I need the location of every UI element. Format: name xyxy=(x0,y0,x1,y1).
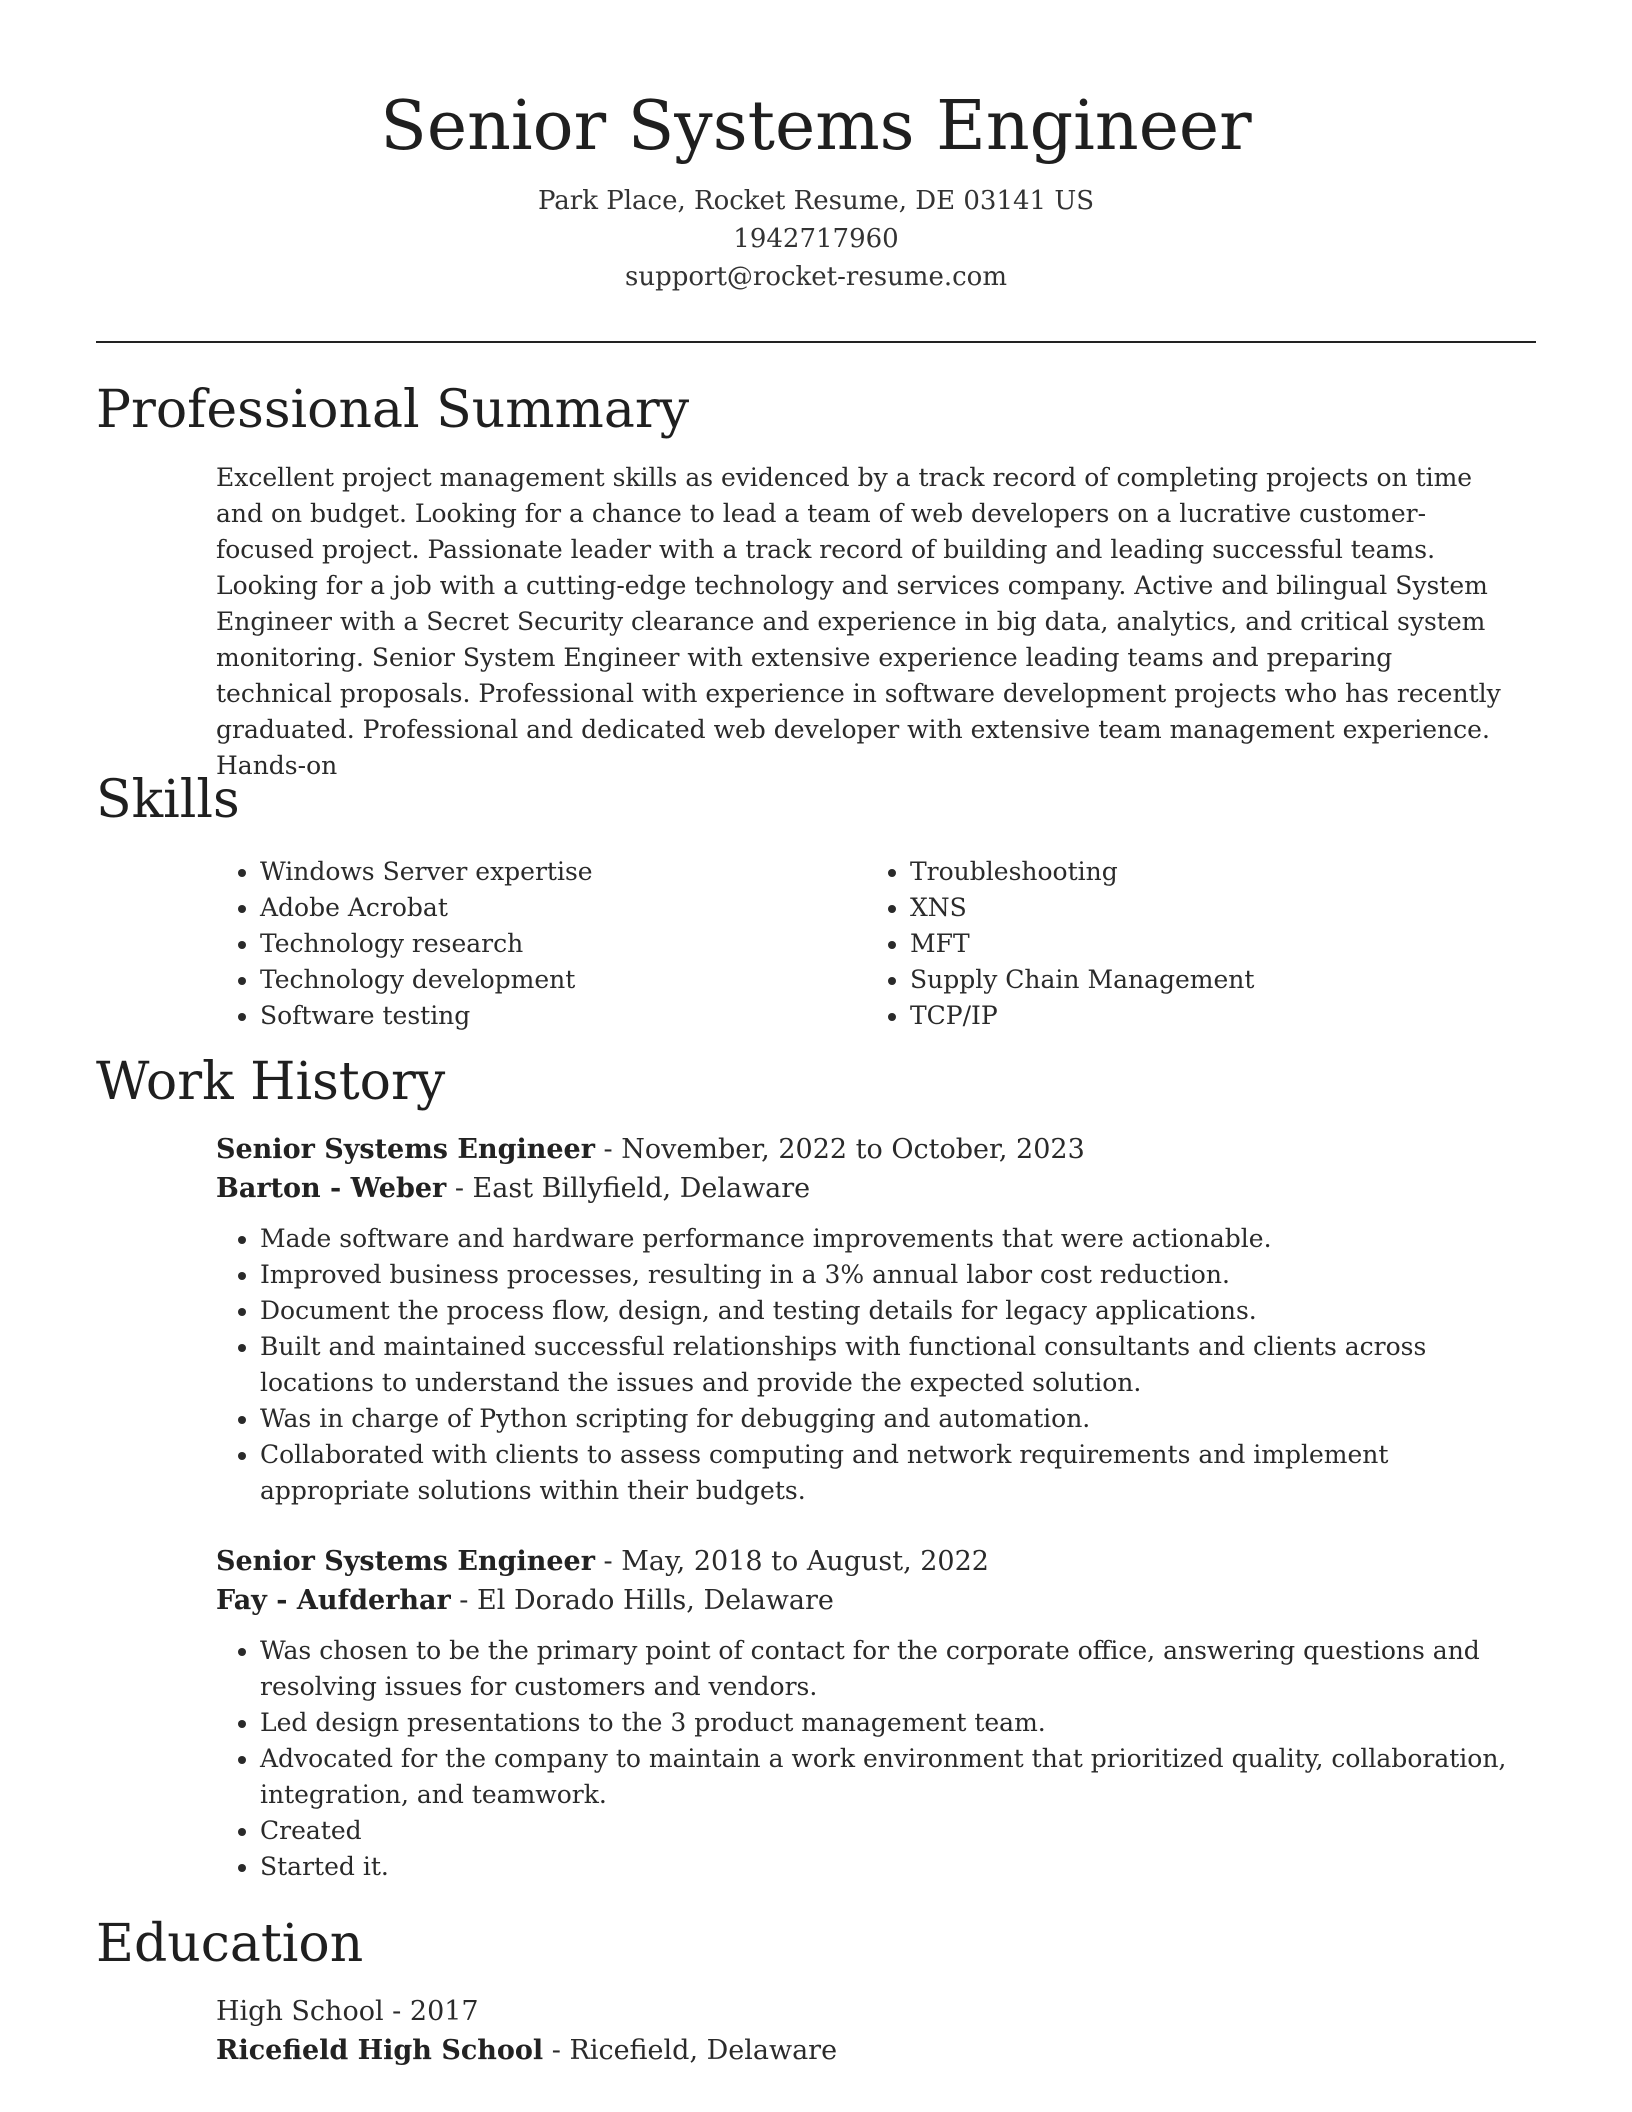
separator: - xyxy=(383,1996,410,2027)
summary-body xyxy=(216,460,1516,784)
contact-address: Park Place, Rocket Resume, DE 03141 US xyxy=(537,186,1095,216)
education-degree-line xyxy=(216,1992,1516,2031)
summary-text: Excellent project management skills as evidenced by a track record of completing projects on time and on budget. Looking for a chance to lead a team of web developers on a lucrative customer-focused project. Passionate leader with a track record of building and leading successful teams. Looking for a job with a cutting-edge technology and services company. Active and bilingual System Engineer with a Secret Security clearance and experience in big data, analytics, and critical system monitoring. Senior System Engineer with extensive experience leading teams and preparing technical proposals. Professional with experience in software development projects who has recently graduated. Professional and dedicated web developer with extensive team management experience. Hands-on xyxy=(216,463,1501,780)
job-bullet: • Was chosen to be the primary point of contact for the corporate office, answering questions and resolving issues for customers and vendors. xyxy=(260,1633,1516,1705)
separator: - xyxy=(594,1546,622,1577)
education-year: 2017 xyxy=(409,1996,479,2027)
job-entry xyxy=(216,1130,1516,1509)
skills-heading: Skills xyxy=(96,770,240,830)
job-company: Barton - Weber xyxy=(216,1173,447,1204)
skill-item: • TCP/IP xyxy=(910,998,1516,1034)
skill-item: • Supply Chain Management xyxy=(910,962,1516,998)
separator: - xyxy=(450,1585,478,1616)
job-company-line xyxy=(216,1169,1516,1208)
job-bullet: • Advocated for the company to maintain a work environment that prioritized quality, collaboration, integration, and teamwork. xyxy=(260,1741,1516,1813)
skills-list xyxy=(216,854,1516,1034)
contact-email: support@rocket-resume.com xyxy=(624,262,1007,292)
job-bullets xyxy=(216,1221,1516,1509)
skills-column-left xyxy=(216,854,866,1034)
skills-column-right xyxy=(866,854,1516,1034)
job-entry xyxy=(216,1542,1516,1885)
job-bullets xyxy=(216,1633,1516,1885)
header-divider xyxy=(96,341,1536,343)
job-bullet: • Built and maintained successful relationships with functional consultants and clients across locations to understand the issues and provide the expected solution. xyxy=(260,1329,1516,1401)
job-title: Senior Systems Engineer xyxy=(216,1134,595,1165)
separator: - xyxy=(543,2035,570,2066)
job-dates: November, 2022 to October, 2023 xyxy=(621,1134,1085,1165)
resume-header xyxy=(96,82,1536,296)
education-school: Ricefield High School xyxy=(216,2035,544,2066)
skill-item: • Software testing xyxy=(260,998,866,1034)
skill-item: • Technology research xyxy=(260,926,866,962)
job-company-line xyxy=(216,1581,1516,1620)
job-dates: May, 2018 to August, 2022 xyxy=(621,1546,989,1577)
job-bullet: • Document the process flow, design, and testing details for legacy applications. xyxy=(260,1293,1516,1329)
job-bullet: • Collaborated with clients to assess computing and network requirements and implement appropriate solutions within their budgets. xyxy=(260,1437,1516,1509)
summary-heading: Professional Summary xyxy=(96,380,690,440)
contact-block xyxy=(96,182,1536,296)
skill-item: • MFT xyxy=(910,926,1516,962)
skill-item: • Troubleshooting xyxy=(910,854,1516,890)
job-location: East Billyfield, Delaware xyxy=(472,1173,811,1204)
job-bullet: • Made software and hardware performance improvements that were actionable. xyxy=(260,1221,1516,1257)
job-title: Senior Systems Engineer xyxy=(216,1546,595,1577)
job-company: Fay - Aufderhar xyxy=(216,1585,451,1616)
education-school-line xyxy=(216,2031,1516,2070)
skill-item: • Adobe Acrobat xyxy=(260,890,866,926)
skill-item: • XNS xyxy=(910,890,1516,926)
job-bullet: • Created xyxy=(260,1813,1516,1849)
candidate-name: Senior Systems Engineer xyxy=(380,87,1252,166)
education-degree: High School xyxy=(216,1996,384,2027)
contact-phone: 1942717960 xyxy=(733,224,899,254)
education-heading: Education xyxy=(96,1914,364,1974)
education-location: Ricefield, Delaware xyxy=(569,2035,838,2066)
separator: - xyxy=(594,1134,622,1165)
job-bullet: • Started it. xyxy=(260,1849,1516,1885)
job-bullet: • Was in charge of Python scripting for debugging and automation. xyxy=(260,1401,1516,1437)
job-location: El Dorado Hills, Delaware xyxy=(477,1585,834,1616)
skill-item: • Technology development xyxy=(260,962,866,998)
job-title-line xyxy=(216,1130,1516,1169)
job-bullet: • Led design presentations to the 3 product management team. xyxy=(260,1705,1516,1741)
job-title-line xyxy=(216,1542,1516,1581)
work-history-heading: Work History xyxy=(96,1052,446,1112)
skill-item: • Windows Server expertise xyxy=(260,854,866,890)
education-entry xyxy=(216,1992,1516,2070)
job-bullet: • Improved business processes, resulting in a 3% annual labor cost reduction. xyxy=(260,1257,1516,1293)
separator: - xyxy=(446,1173,473,1204)
